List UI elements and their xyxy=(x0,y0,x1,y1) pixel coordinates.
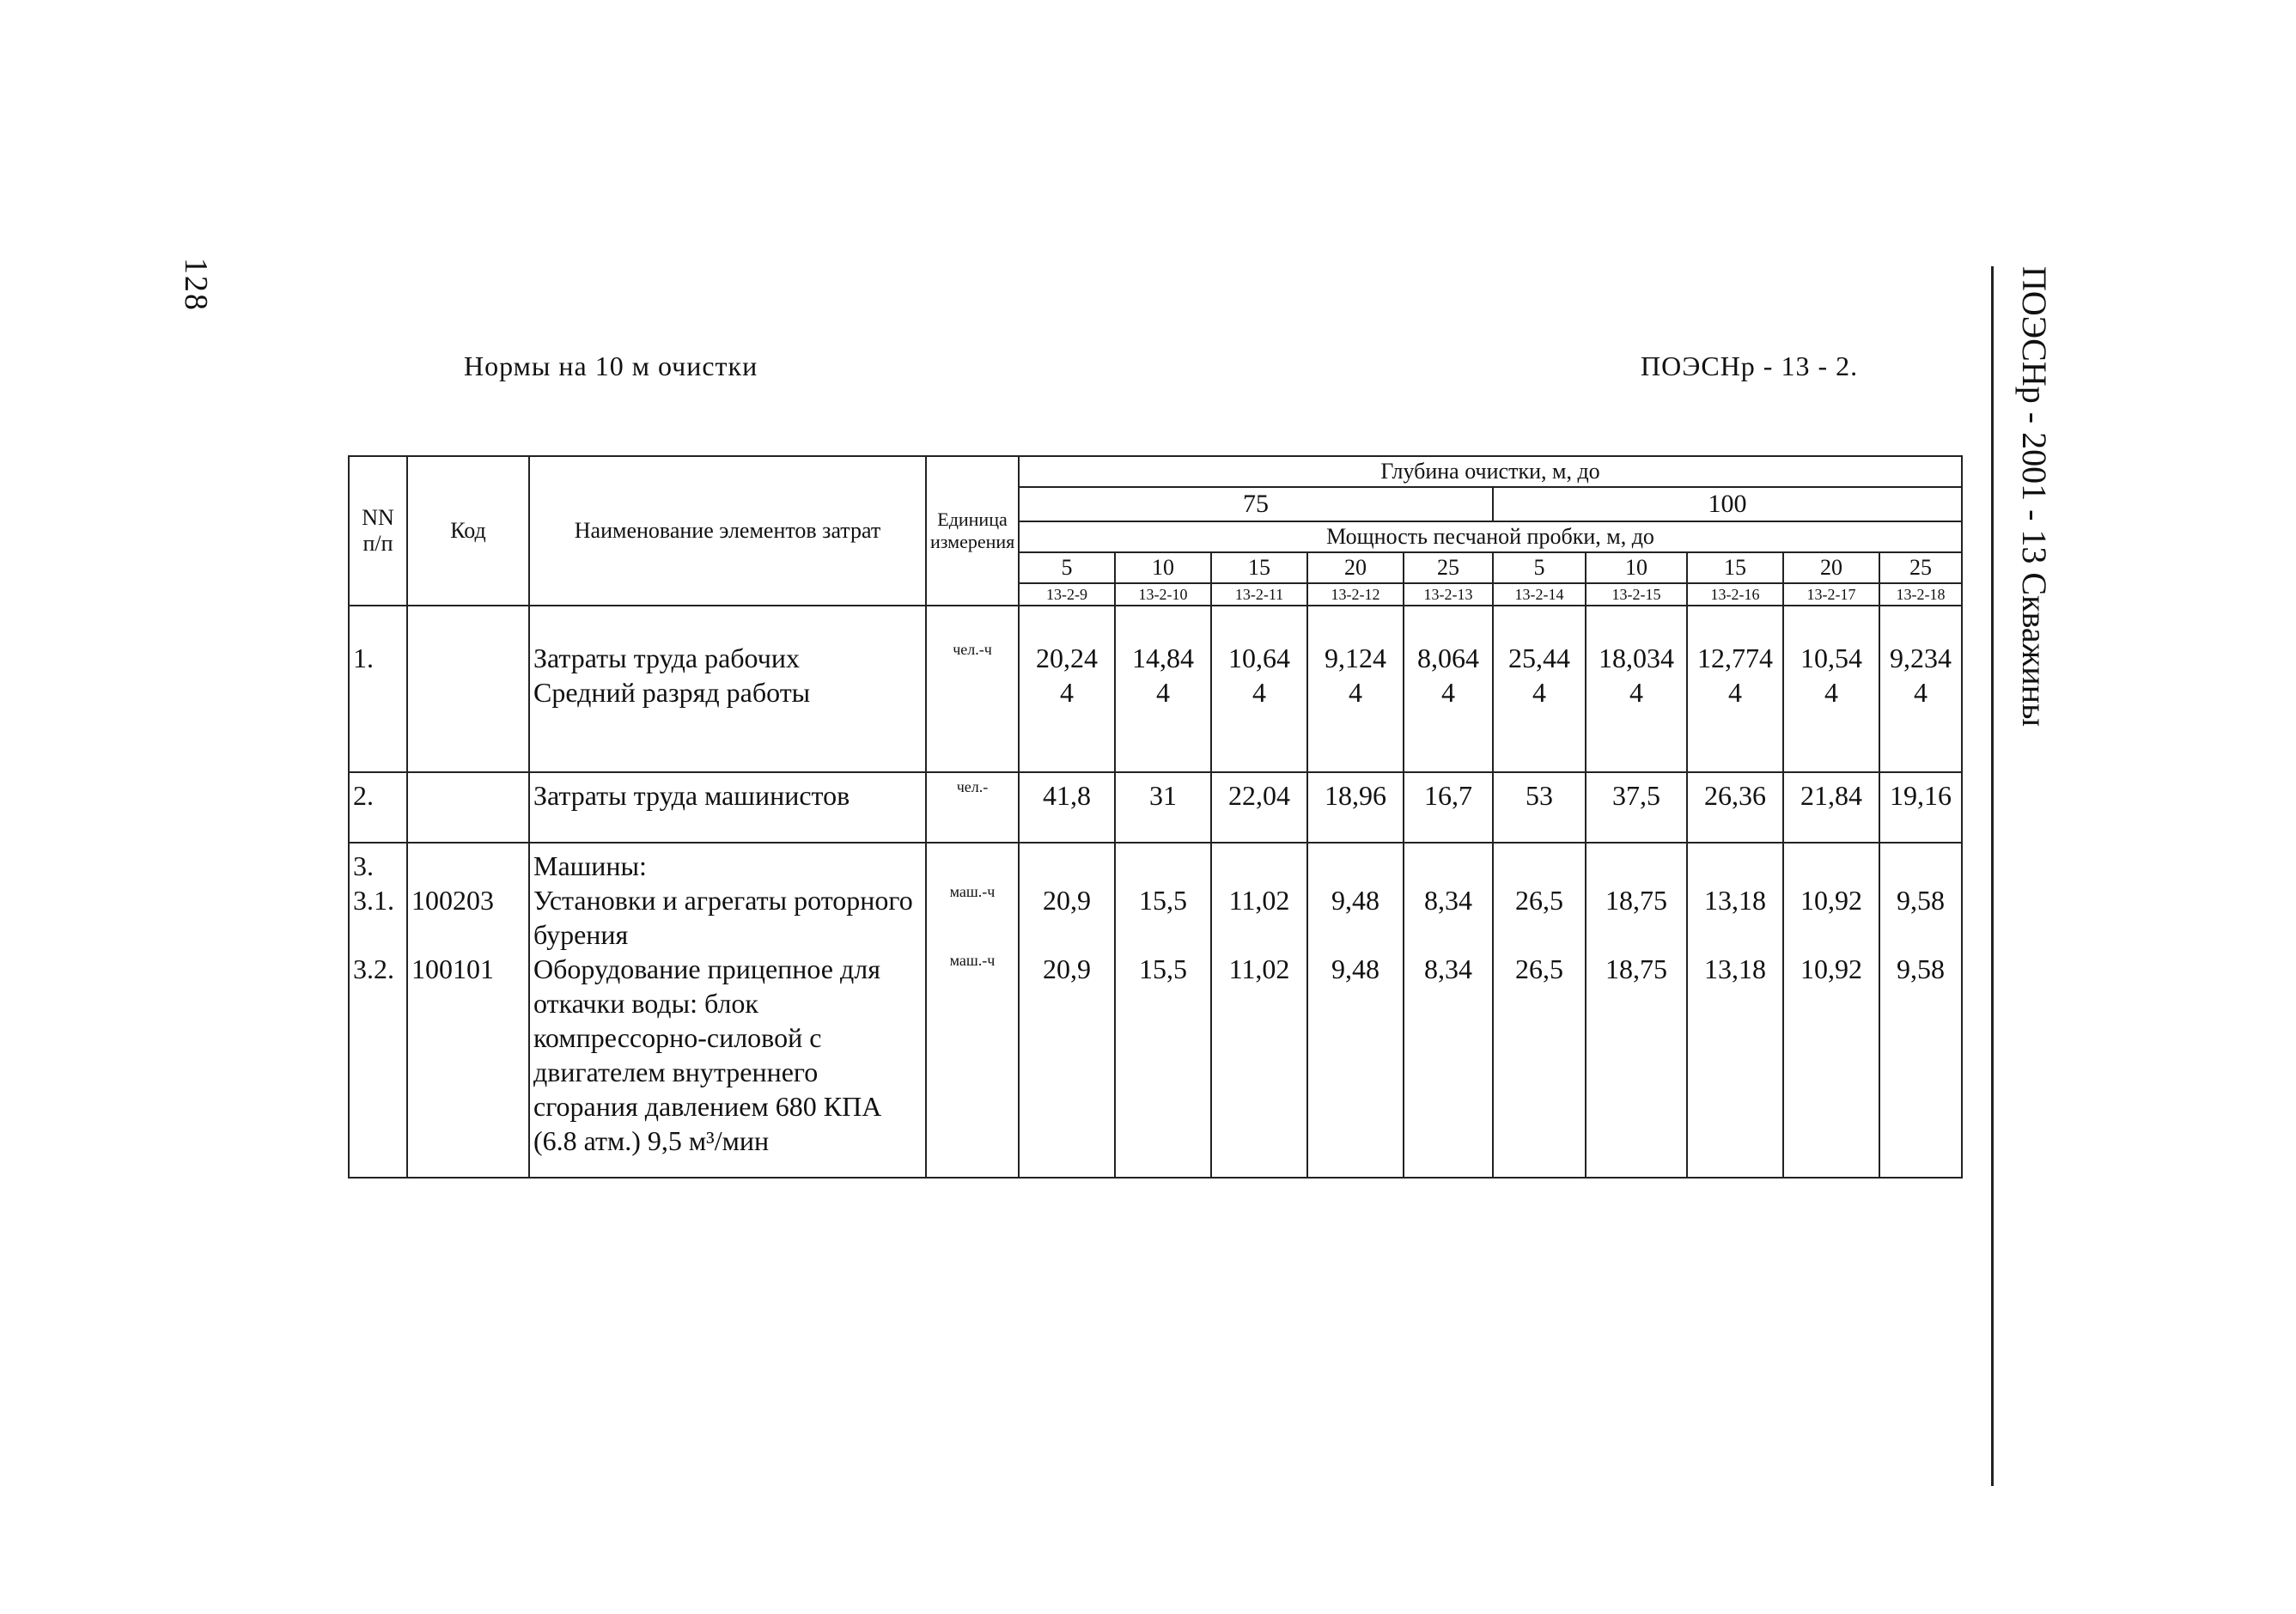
value: 20,24 xyxy=(1036,643,1098,673)
side-label: ПОЭСНр - 2001 - 13 Скважины xyxy=(2015,266,2054,727)
value: 14,84 xyxy=(1132,643,1194,673)
cell-value: 41,8 xyxy=(1019,772,1115,843)
norm-code: 13-2-13 xyxy=(1404,583,1493,606)
row-code xyxy=(407,843,529,1178)
row-name-line: Затраты труда рабочих xyxy=(533,643,800,673)
row-nn-sub2: 3.2. xyxy=(353,953,394,984)
spacer xyxy=(1691,917,1779,952)
cell-value: 16,7 xyxy=(1404,772,1493,843)
cell-value xyxy=(1687,843,1783,1178)
cell-value: 37,5 xyxy=(1586,772,1687,843)
value: 9,234 xyxy=(1890,643,1952,673)
spacer xyxy=(1691,849,1779,883)
table-row xyxy=(349,843,1962,1178)
norm-code: 13-2-14 xyxy=(1493,583,1586,606)
spacer xyxy=(1590,917,1683,952)
col-header-code: Код xyxy=(407,456,529,606)
value: 15,5 xyxy=(1139,953,1187,984)
spacer xyxy=(1590,849,1683,883)
value: 13,18 xyxy=(1704,953,1766,984)
machine-name-2: Оборудование прицепное для откачки воды: блок компрессорно-силовой с двигателем внутреннего сгорания давлением 680 КПА (6.8 атм.) 9,5 м³/мин xyxy=(533,953,882,1156)
spacer xyxy=(1215,917,1303,952)
grade: 4 xyxy=(1532,677,1546,708)
row-unit xyxy=(926,843,1019,1178)
row-nn: 1. xyxy=(349,606,407,772)
value: 10,92 xyxy=(1800,953,1862,984)
value: 20,9 xyxy=(1043,953,1091,984)
cell-value xyxy=(1404,606,1493,772)
spacer xyxy=(353,917,403,952)
plug-value: 25 xyxy=(1404,552,1493,583)
value: 9,48 xyxy=(1331,885,1379,916)
value: 26,5 xyxy=(1515,885,1563,916)
unit-sub2: маш.-ч xyxy=(949,952,996,969)
spacer xyxy=(1408,849,1489,883)
plug-value: 10 xyxy=(1115,552,1211,583)
norms-table xyxy=(348,455,1963,1179)
cell-value xyxy=(1586,843,1687,1178)
cell-value: 21,84 xyxy=(1783,772,1879,843)
spacer xyxy=(930,849,1014,883)
value: 8,34 xyxy=(1424,953,1472,984)
cell-value xyxy=(1493,843,1586,1178)
spacer xyxy=(1312,849,1399,883)
row-nn-sub1: 3.1. xyxy=(353,885,394,916)
plug-title: Мощность песчаной пробки, м, до xyxy=(1019,521,1962,552)
value: 15,5 xyxy=(1139,885,1187,916)
norm-code: 13-2-15 xyxy=(1586,583,1687,606)
grade: 4 xyxy=(1629,677,1643,708)
code-sub2: 100101 xyxy=(411,953,494,984)
row-name xyxy=(529,843,926,1178)
cell-value xyxy=(1211,606,1307,772)
plug-value: 25 xyxy=(1879,552,1962,583)
spacer xyxy=(1119,849,1207,883)
row-name xyxy=(529,606,926,772)
plug-value: 15 xyxy=(1211,552,1307,583)
spacer xyxy=(1023,849,1111,883)
plug-value: 15 xyxy=(1687,552,1783,583)
row-code xyxy=(407,772,529,843)
cell-value xyxy=(1783,843,1879,1178)
value: 9,124 xyxy=(1325,643,1386,673)
norm-code: 13-2-11 xyxy=(1211,583,1307,606)
spacer xyxy=(1497,849,1581,883)
value: 18,75 xyxy=(1605,885,1667,916)
cell-value xyxy=(1687,606,1783,772)
header-left-title: Нормы на 10 м очистки xyxy=(464,350,758,381)
header-right-code: ПОЭСНр - 13 - 2. xyxy=(1641,350,1859,381)
cell-value: 53 xyxy=(1493,772,1586,843)
spacer xyxy=(1023,917,1111,952)
value: 11,02 xyxy=(1228,953,1290,984)
spacer xyxy=(1884,917,1958,952)
unit-sub1: маш.-ч xyxy=(949,883,996,900)
row-name-line: Средний разряд работы xyxy=(533,677,811,708)
grade: 4 xyxy=(1728,677,1742,708)
value: 18,75 xyxy=(1605,953,1667,984)
row-unit: чел.-ч xyxy=(926,606,1019,772)
page-number: 128 xyxy=(178,258,214,312)
plug-value: 5 xyxy=(1493,552,1586,583)
norm-code: 13-2-9 xyxy=(1019,583,1115,606)
cell-value xyxy=(1307,843,1404,1178)
spacer xyxy=(930,917,1014,952)
depth-100: 100 xyxy=(1493,487,1962,521)
value: 9,48 xyxy=(1331,953,1379,984)
cell-value xyxy=(1879,843,1962,1178)
spacer xyxy=(1884,849,1958,883)
norm-code: 13-2-16 xyxy=(1687,583,1783,606)
value: 10,64 xyxy=(1228,643,1290,673)
value: 8,34 xyxy=(1424,885,1472,916)
cell-value xyxy=(1115,843,1211,1178)
grade: 4 xyxy=(1824,677,1838,708)
plug-value: 20 xyxy=(1307,552,1404,583)
cell-value xyxy=(1404,843,1493,1178)
value: 13,18 xyxy=(1704,885,1766,916)
row-nn: 2. xyxy=(349,772,407,843)
norm-code: 13-2-17 xyxy=(1783,583,1879,606)
spacer xyxy=(411,849,525,883)
cell-value xyxy=(1115,606,1211,772)
row-nn xyxy=(349,843,407,1178)
grade: 4 xyxy=(1349,677,1362,708)
cell-value xyxy=(1019,606,1115,772)
cell-value xyxy=(1307,606,1404,772)
value: 25,44 xyxy=(1508,643,1570,673)
spacer xyxy=(1787,917,1875,952)
row-unit: чел.- xyxy=(926,772,1019,843)
spacer xyxy=(411,917,525,952)
grade: 4 xyxy=(1156,677,1170,708)
value: 18,034 xyxy=(1599,643,1674,673)
col-header-unit: Единица измерения xyxy=(926,456,1019,606)
spacer xyxy=(1787,849,1875,883)
value: 20,9 xyxy=(1043,885,1091,916)
col-header-nn: NN п/п xyxy=(349,456,407,606)
cell-value: 22,04 xyxy=(1211,772,1307,843)
plug-value: 5 xyxy=(1019,552,1115,583)
cell-value xyxy=(1211,843,1307,1178)
machines-title: Машины: xyxy=(533,850,647,881)
col-header-name: Наименование элементов затрат xyxy=(529,456,926,606)
machine-name-1: Установки и агрегаты роторного бурения xyxy=(533,885,913,950)
spacer xyxy=(1119,917,1207,952)
plug-value: 10 xyxy=(1586,552,1687,583)
value: 12,774 xyxy=(1697,643,1773,673)
norm-code: 13-2-12 xyxy=(1307,583,1404,606)
row-name: Затраты труда машинистов xyxy=(529,772,926,843)
spacer xyxy=(1497,917,1581,952)
cell-value xyxy=(1493,606,1586,772)
cell-value: 31 xyxy=(1115,772,1211,843)
cell-value xyxy=(1586,606,1687,772)
code-sub1: 100203 xyxy=(411,885,494,916)
spacer xyxy=(1215,849,1303,883)
grade: 4 xyxy=(1252,677,1266,708)
cell-value xyxy=(1879,606,1962,772)
cell-value: 19,16 xyxy=(1879,772,1962,843)
norm-code: 13-2-10 xyxy=(1115,583,1211,606)
spacer xyxy=(1408,917,1489,952)
depth-title: Глубина очистки, м, до xyxy=(1019,456,1962,487)
norm-code: 13-2-18 xyxy=(1879,583,1962,606)
cell-value: 26,36 xyxy=(1687,772,1783,843)
value: 9,58 xyxy=(1897,885,1946,916)
side-rule xyxy=(1991,266,1994,1486)
value: 8,064 xyxy=(1417,643,1479,673)
row-nn-main: 3. xyxy=(353,850,374,881)
value: 10,92 xyxy=(1800,885,1862,916)
value: 11,02 xyxy=(1228,885,1290,916)
value: 26,5 xyxy=(1515,953,1563,984)
table-row xyxy=(349,606,1962,772)
plug-value: 20 xyxy=(1783,552,1879,583)
cell-value xyxy=(1019,843,1115,1178)
table-row xyxy=(349,772,1962,843)
depth-75: 75 xyxy=(1019,487,1493,521)
value: 10,54 xyxy=(1800,643,1862,673)
row-code xyxy=(407,606,529,772)
cell-value xyxy=(1783,606,1879,772)
spacer xyxy=(1312,917,1399,952)
cell-value: 18,96 xyxy=(1307,772,1404,843)
grade: 4 xyxy=(1060,677,1074,708)
grade: 4 xyxy=(1441,677,1455,708)
value: 9,58 xyxy=(1897,953,1946,984)
grade: 4 xyxy=(1914,677,1928,708)
